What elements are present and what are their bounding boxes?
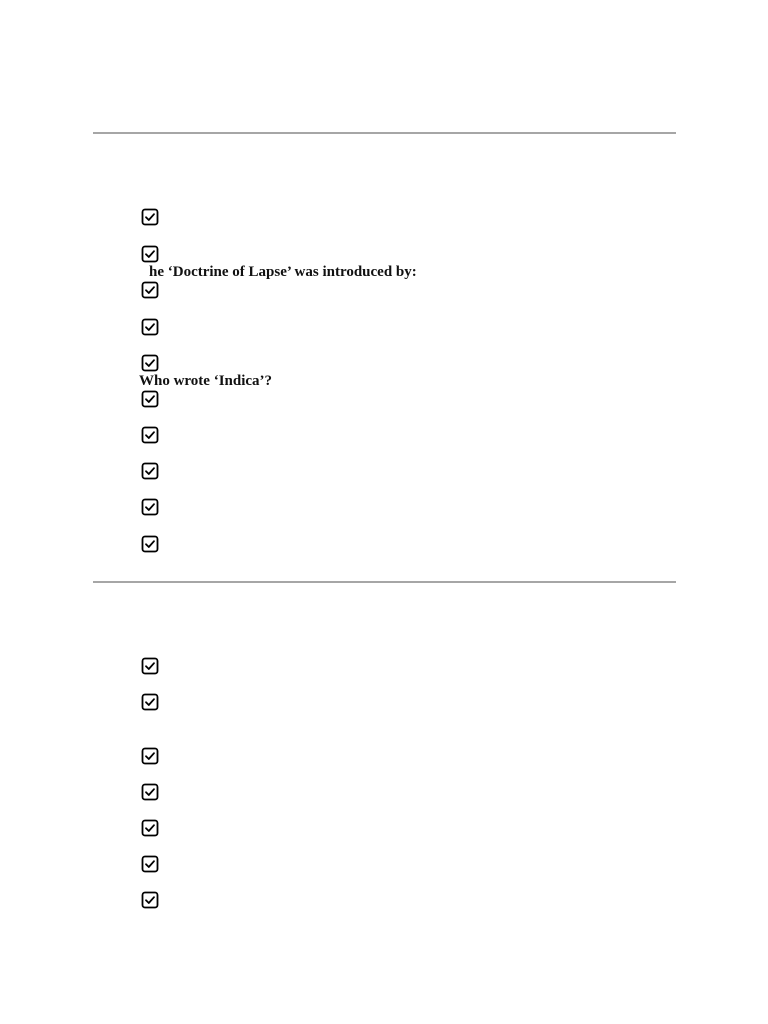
checkbox-checked-icon[interactable] [141, 891, 159, 909]
checkbox-checked-icon[interactable] [141, 426, 159, 444]
checkbox-checked-icon[interactable] [141, 819, 159, 837]
section-divider-middle [93, 581, 676, 583]
question-indica: Who wrote ‘Indica’? [139, 373, 273, 389]
checkbox-checked-icon[interactable] [141, 535, 159, 553]
checkbox-checked-icon[interactable] [141, 354, 159, 372]
checkbox-checked-icon[interactable] [141, 693, 159, 711]
checkbox-checked-icon[interactable] [141, 245, 159, 263]
checkbox-checked-icon[interactable] [141, 783, 159, 801]
checkbox-checked-icon[interactable] [141, 318, 159, 336]
question-doctrine-of-lapse: he ‘Doctrine of Lapse’ was introduced by: [149, 264, 417, 280]
checkbox-checked-icon[interactable] [141, 747, 159, 765]
checkbox-checked-icon[interactable] [141, 390, 159, 408]
checkbox-checked-icon[interactable] [141, 855, 159, 873]
checkbox-checked-icon[interactable] [141, 281, 159, 299]
checkbox-checked-icon[interactable] [141, 462, 159, 480]
checkbox-checked-icon[interactable] [141, 208, 159, 226]
checkbox-checked-icon[interactable] [141, 498, 159, 516]
checkbox-checked-icon[interactable] [141, 657, 159, 675]
section-divider-top [93, 132, 676, 134]
